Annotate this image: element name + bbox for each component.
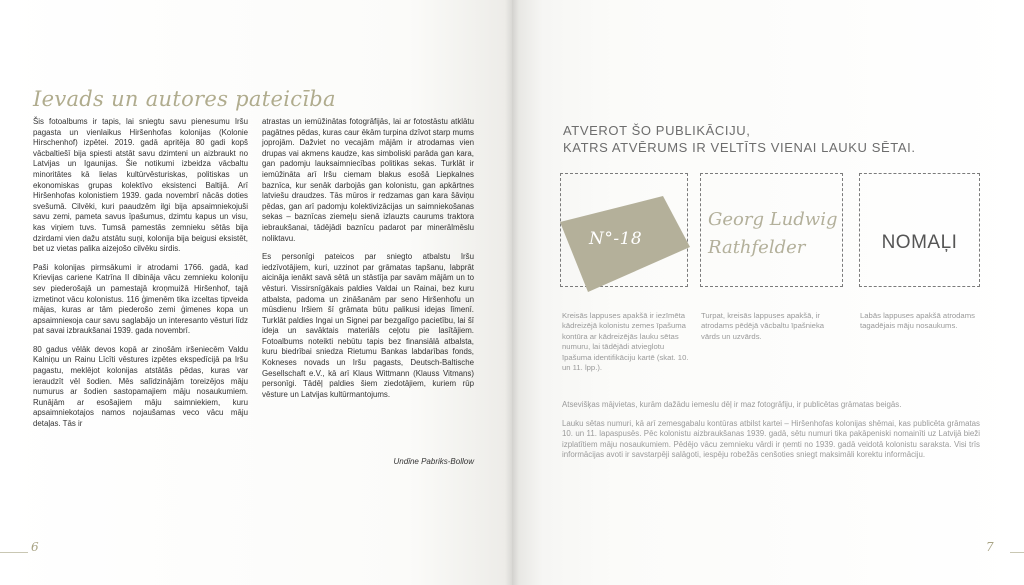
note-paragraph: Lauku sētas numuri, kā arī zemesgabalu kontūras atbilst kartei – Hiršenhofas kolonijas shēmai, kas publicēta grāmatas 10. un 11. lapaspusēs. Pēc kolonistu aizbraukšanas 1939. gadā, sētu numuri tika pakāpeniski nomainīti uz Latvijā bieži izplatītiem māju nosaukumiem. Pēdējo vācu zemnieku vārdi ir ņemti no 1939. gadā veidotā kolonistu saraksta. Visi trīs informācijas avoti ir savstarpēji salāgoti, iespēju robežās cenšoties sniegt maksimāli korektu informāciju. (562, 418, 980, 460)
paragraph: atrastas un iemūžinātas fotogrāfijās, lai ar fotostāstu atklātu pagātnes pēdas, kuras caur ēkām turpina dzīvot starp mums joprojām. Dažviet no vecajām mājām ir atrodamas vien drupas vai akmens kaudze, kas simboliski parāda gan kara, gan padomju lauksaimniecības politikas sekas. Turklāt ir iemūžināta arī Iršu ciemam blakus esošā Liepkalnes baznīca, kur senāk darbojās gan kolonistu, gan apkārtnes latviešu draudzes. Tās mūros ir redzamas gan kara šāviņu pēdas, gan arī padomju kolektivizācijas un saimniekošanas sekas – baznīcas ziemeļu sienā izlauzts caurums traktora iebraukšanai, tādējādi baznīcu padarot par minerālmēslu noliktavu. (262, 117, 474, 243)
paragraph: Es personīgi pateicos par sniegto atbalstu Iršu iedzīvotājiem, kuri, uzzinot par grāmatas tapšanu, labprāt aicināja ienākt savā sētā un stāstīja par savām mājām un to vēsturi. Vissirsnīgākais paldies Valdai un Rainai, bez kuru atbalsta, padoma un zināšanām par seno Hiršenhofu un mūsdienu Iršiem šī grāmata būtu palikusi idejas līmenī. Turklāt paldies Ingai un Signei par bezgalīgo pacietību, lai šī ideja un savāktais materiāls ceļotu pie lasītājiem. Fotoalbums noteikti nebūtu tapis bez finansiālā atbalsta, kuru biedrībai sniedza Rietumu Bankas labdarības fonds, Kokneses novads un Iršu pagasts, Deutsch-Baltische Gesellschaft e.V., kā arī Klaus Wittmann (Klauss Vitmans) personīgi. Tādēļ paldies šiem ziedotājiem, kuriem rūp vēsture un Latvijas kultūrmantojums. (262, 252, 474, 399)
caption-owner-name: Turpat, kreisās lappuses apakšā, ir atrodams pēdējā vācbaltu īpašnieka vārds un uzvārds. (701, 311, 825, 341)
author-signature: Undīne Pabriks-Bollow (393, 457, 474, 466)
page-number-right: 7 (986, 540, 994, 554)
owner-surname: Rathfelder (708, 237, 806, 258)
page-number-left: 6 (31, 540, 39, 554)
paragraph: 80 gadus vēlāk devos kopā ar zinošām iršeniecēm Valdu Kalniņu un Rainu Līcīti vēstures izpētes ekspedīcijā pa Iršu pagastu, meklējot kolonijas atstātās pēdas, kuras var ieraudzīt vēl šodien. Mēs salīdzinājām toreizējos māju numurus ar šodien sastopamajiem māju nosaukumiem. Runājām ar esošajiem māju saimniekiem, kuru apsaimniekotajos namos nojaušamas veco vācu māju detaļas. Tās ir (33, 344, 248, 429)
heading-line-2: KATRS ATVĒRUMS IR VELTĪTS VIENAI LAUKU SĒTAI. (563, 140, 916, 155)
heading-line-1: ATVEROT ŠO PUBLIKĀCIJU, (563, 123, 751, 138)
paragraph: Šis fotoalbums ir tapis, lai sniegtu savu pienesumu Iršu pagasta un vienlaikus Hiršenhofas kolonijas (Kolonie Hirschenhof) izpētei. 2019. gadā apritēja 80 gadi kopš vācbaltiešī bija spiesti atstāt savu dzimteni un aizbraukt no Latvijas un Igaunijas. Šie notikumi izbeidza vācbaltu minoritātes kā lielas kultūrvēsturiskas, politiskas un ekonomiskas grupas kolektīvo eksistenci Baltijā. Arī Hiršenhofas kolonistiem 1939. gada novembrī nācās doties svešumā. Cilvēki, kuri paaudzēm ilgi bija apsaimniekojuši savu zemi, pameta savus īpašumus, dzimtu kapus un visu, kas viņiem tuvs. Tumsā pamestās zemnieku sētās bija dzirdami vien dažu atstātu suņi, kolonija bija beigusi eksistēt, bet uz vietas palika aizejošo cilvēku sirdis. (33, 117, 248, 254)
house-name-label: NOMAĻI (881, 232, 958, 253)
page-title: Ievads un autores pateicība (33, 87, 336, 111)
lot-number-label: N°-18 (589, 229, 643, 249)
note-paragraph: Atsevišķas mājvietas, kurām dažādu iemeslu dēļ ir maz fotogrāfiju, ir publicētas grāmatas beigās. (562, 400, 902, 409)
caption-lot-outline: Kreisās lappuses apakšā ir iezīmēta kādreizējā kolonistu zemes īpašuma kontūra ar kādreizējās lauku sētas numuru, lai tādējādi atvieglotu īpašuma identifikāciju kartē (skat. 10. un 11. lpp.). (562, 311, 689, 373)
owner-name-script (708, 206, 837, 262)
folio-rule (1010, 552, 1024, 553)
explanatory-notes (562, 400, 980, 469)
caption-house-name: Labās lappuses apakšā atrodams tagadējais māju nosaukums. (860, 311, 975, 331)
paragraph: Paši kolonijas pirmsākumi ir atrodami 1766. gadā, kad Krievijas cariene Katrīna II dibināja vācu zemnieku koloniju sev piederošajā un pamestajā kroņmuižā Hiršenhof, tajā izmetinot vācu kolonistus. 116 ģimenēm tika izceltas tipveida mājas, kuras ar tām piederošo zemi ģimenes kopa un apsaimnieкoja caur savu saglabājo un interesanto vēsturi līdz pat savai izbraukšanai 1939. gada novembrī. (33, 262, 248, 336)
owner-first-names: Georg Ludwig (708, 209, 838, 230)
